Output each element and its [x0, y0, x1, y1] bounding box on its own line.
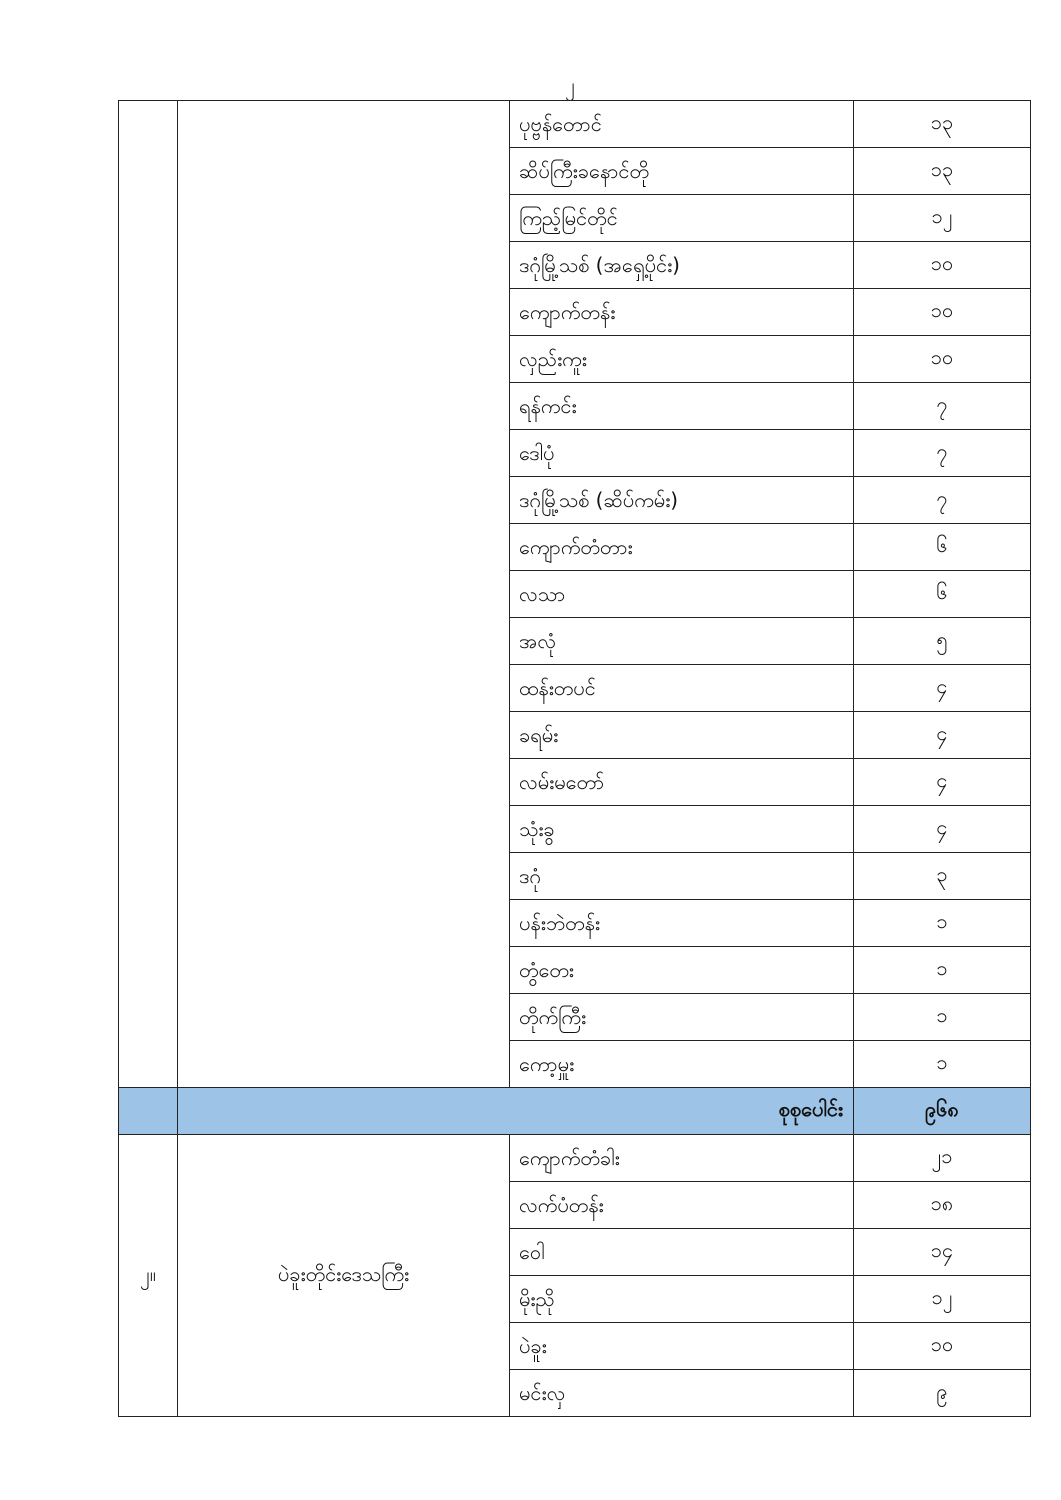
township-name: လက်ပံတန်း [519, 1193, 604, 1217]
township-cell [510, 1135, 854, 1182]
count-cell: ၁၂ [854, 195, 1031, 242]
count-cell: ၁၄ [854, 1229, 1031, 1276]
township-name: ကော့မှူး [519, 1052, 575, 1076]
region-cell: ပဲခူးတိုင်းဒေသကြီး [178, 1135, 510, 1417]
count-cell: ၁၀ [854, 336, 1031, 383]
township-cell [510, 759, 854, 806]
township-name: လှည်းကူး [519, 347, 587, 371]
section-number-cell [119, 101, 178, 1088]
table-row [119, 1135, 1031, 1182]
township-cell [510, 900, 854, 947]
table-row [119, 101, 1031, 148]
township-name: ဒဂုံမြို့သစ် (ဆိပ်ကမ်း) [519, 488, 679, 512]
count-cell: ၁ [854, 994, 1031, 1041]
township-cell [510, 477, 854, 524]
township-cell [510, 806, 854, 853]
township-cell [510, 1323, 854, 1370]
township-cell [510, 430, 854, 477]
count-cell: ၁ [854, 947, 1031, 994]
township-name: ဒေါပုံ [519, 441, 555, 465]
township-name: ကျောက်တံခါး [519, 1146, 620, 1170]
count-cell: ၇ [854, 383, 1031, 430]
total-empty-cell [119, 1088, 178, 1135]
township-count-table [118, 100, 1031, 1417]
township-name: လမ်းမတော် [519, 770, 605, 794]
township-cell [510, 618, 854, 665]
township-name: ဆိပ်ကြီးခနောင်တို [519, 159, 649, 183]
township-cell [510, 195, 854, 242]
township-name: ဒဂုံ [519, 864, 541, 888]
township-cell [510, 1229, 854, 1276]
township-cell [510, 383, 854, 430]
count-cell: ၁၈ [854, 1182, 1031, 1229]
township-cell [510, 712, 854, 759]
count-cell: ၁၀ [854, 289, 1031, 336]
count-cell: ၁ [854, 1041, 1031, 1088]
township-name: လသာ [519, 582, 566, 606]
township-name: ခရမ်း [519, 723, 559, 747]
township-name: ပန်းဘဲတန်း [519, 911, 600, 935]
township-cell [510, 1182, 854, 1229]
count-cell: ၆ [854, 571, 1031, 618]
township-cell [510, 947, 854, 994]
township-name: ထန်းတပင် [519, 676, 596, 700]
count-cell: ၄ [854, 665, 1031, 712]
total-value: ၉၆၈ [854, 1088, 1031, 1135]
township-cell [510, 665, 854, 712]
township-name: ပုဗ္ဗန်တောင် [519, 112, 602, 136]
count-cell: ၂၁ [854, 1135, 1031, 1182]
count-cell: ၁၂ [854, 1276, 1031, 1323]
township-cell [510, 101, 854, 148]
township-name: ကြည့်မြင်တိုင် [519, 206, 618, 230]
count-cell: ၄ [854, 806, 1031, 853]
township-cell [510, 336, 854, 383]
count-cell: ၆ [854, 524, 1031, 571]
region-cell [178, 101, 510, 1088]
total-row [119, 1088, 1031, 1135]
township-name: တွံတေး [519, 958, 574, 982]
township-cell [510, 994, 854, 1041]
township-name: သုံးခွ [519, 817, 555, 841]
township-cell [510, 289, 854, 336]
count-cell: ၁၀ [854, 1323, 1031, 1370]
township-name: ဒဂုံမြို့သစ် (အရှေ့ပိုင်း) [519, 253, 680, 277]
township-cell [510, 1276, 854, 1323]
count-cell: ၇ [854, 477, 1031, 524]
township-name: ရန်ကင်း [519, 394, 577, 418]
page-number: ၂ [565, 73, 575, 97]
count-cell: ၁ [854, 900, 1031, 947]
township-name: ကျောက်တန်း [519, 300, 616, 324]
township-name: မိုးညို [519, 1287, 555, 1311]
township-cell [510, 853, 854, 900]
total-label: စုစုပေါင်း [178, 1088, 854, 1135]
township-cell [510, 571, 854, 618]
township-cell [510, 1370, 854, 1417]
township-cell [510, 1041, 854, 1088]
count-cell: ၃ [854, 853, 1031, 900]
township-name: ဝေါ [519, 1240, 545, 1264]
count-cell: ၄ [854, 759, 1031, 806]
township-cell [510, 242, 854, 289]
count-cell: ၅ [854, 618, 1031, 665]
township-name: ကျောက်တံတား [519, 535, 633, 559]
count-cell: ၇ [854, 430, 1031, 477]
count-cell: ၁၃ [854, 148, 1031, 195]
count-cell: ၁၃ [854, 101, 1031, 148]
count-cell: ၄ [854, 712, 1031, 759]
count-cell: ၁၀ [854, 242, 1031, 289]
township-cell [510, 524, 854, 571]
township-name: မင်းလှ [519, 1381, 566, 1405]
township-name: တိုက်ကြီး [519, 1005, 587, 1029]
count-cell: ၉ [854, 1370, 1031, 1417]
township-cell [510, 148, 854, 195]
township-name: ပဲခူး [519, 1334, 547, 1358]
section-number-cell: ၂။ [119, 1135, 178, 1417]
township-name: အလုံ [519, 629, 557, 653]
table-body [119, 101, 1031, 1417]
